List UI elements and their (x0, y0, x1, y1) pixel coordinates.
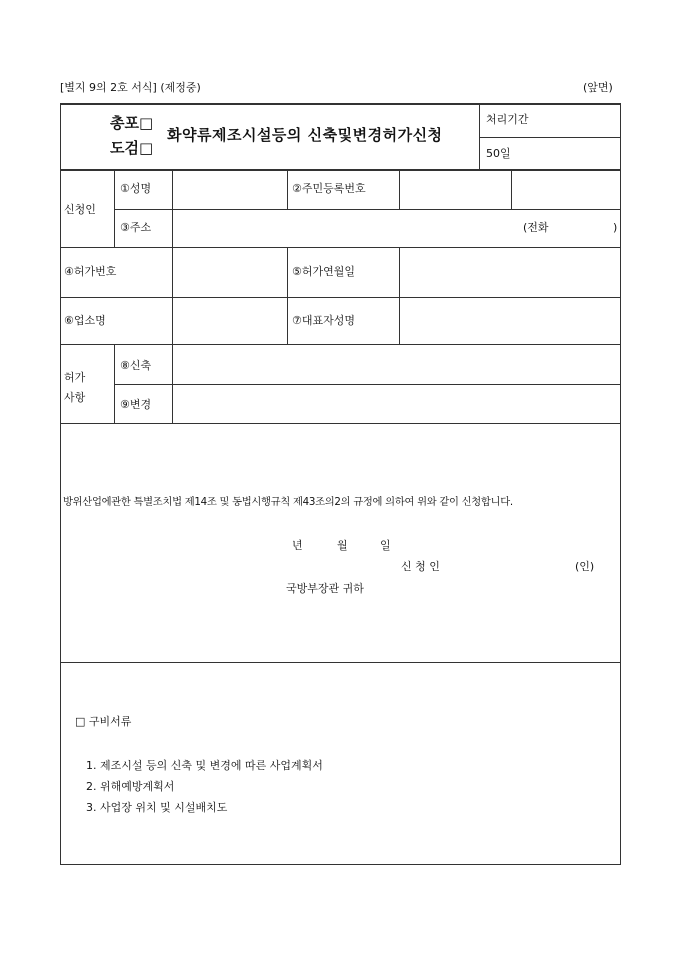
name-label: ①성명 (120, 182, 152, 195)
processing-period-label: 처리기간 (486, 113, 529, 126)
permit-items-label-1: 허가 (64, 371, 86, 384)
permit-number-label: ④허가번호 (64, 265, 117, 278)
document-item: 1. 제조시설 등의 신축 및 변경에 따른 사업계획서 (86, 759, 323, 772)
change-label: ⑨변경 (120, 398, 152, 411)
checkbox-swords[interactable]: 도검□ (110, 139, 154, 157)
month-label: 월 (337, 539, 348, 552)
page-side-label: (앞면) (583, 81, 613, 94)
seal-label: (인) (575, 560, 595, 573)
recipient-label: 국방부장관 귀하 (286, 582, 364, 595)
required-documents-heading[interactable]: □ 구비서류 (75, 715, 132, 728)
form-label: [별지 9의 2호 서식] (제정중) (60, 81, 201, 94)
phone-close: ) (613, 221, 618, 234)
applicant-group-label: 신청인 (64, 203, 96, 216)
processing-period-value: 50일 (486, 147, 511, 160)
representative-label: ⑦대표자성명 (292, 314, 355, 327)
permit-date-label: ⑤허가연월일 (292, 265, 355, 278)
declaration-text: 방위산업에관한 특별조치법 제14조 및 동법시행규칙 제43조의2의 규정에 의하여 위와 같이 신청합니다. (63, 496, 513, 508)
document-item: 2. 위해예방계획서 (86, 780, 175, 793)
new-construction-label: ⑧신축 (120, 359, 152, 372)
document-item: 3. 사업장 위치 및 시설배치도 (86, 801, 228, 814)
address-label: ③주소 (120, 221, 152, 234)
applicant-signature-label: 신 청 인 (401, 560, 440, 573)
phone-label: (전화 (523, 221, 549, 234)
year-label: 년 (292, 539, 303, 552)
day-label: 일 (380, 539, 391, 552)
checkbox-firearms[interactable]: 총포□ (110, 114, 154, 132)
form-title: 화약류제조시설등의 신축및변경허가신청 (167, 126, 443, 144)
business-name-label: ⑥업소명 (64, 314, 106, 327)
rrn-label: ②주민등록번호 (292, 182, 366, 195)
permit-items-label-2: 사항 (64, 391, 86, 404)
